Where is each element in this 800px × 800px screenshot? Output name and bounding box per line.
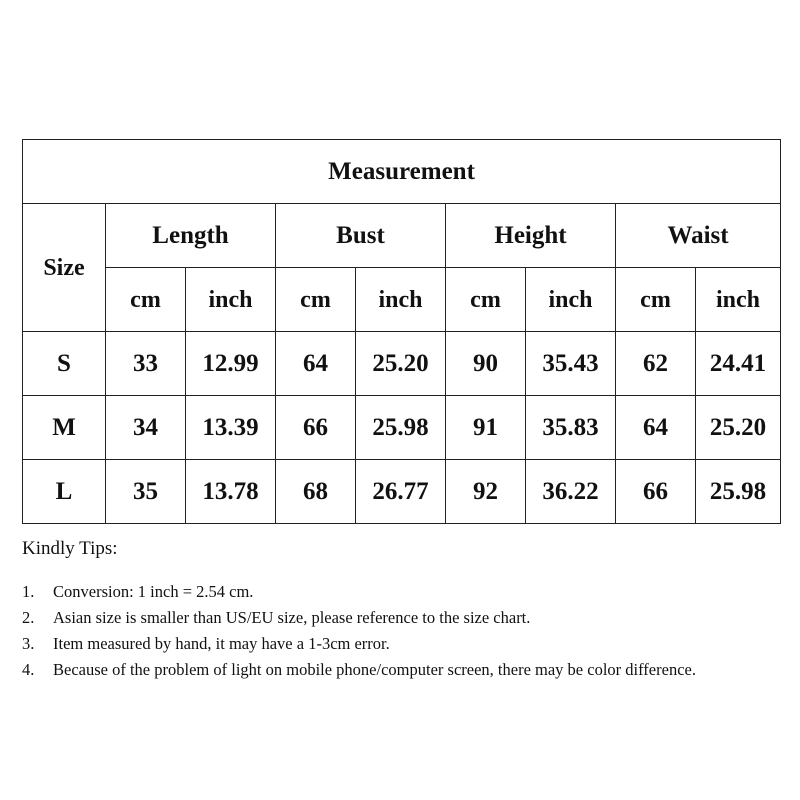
table-cell: 36.22 (526, 460, 616, 524)
size-label: L (23, 460, 106, 524)
unit-header: inch (186, 268, 276, 332)
tips-list (22, 579, 762, 683)
list-item (22, 631, 762, 657)
table-row (23, 332, 781, 396)
size-column-header: Size (23, 204, 106, 332)
table-cell: 66 (276, 396, 356, 460)
list-item (22, 605, 762, 631)
unit-header: inch (356, 268, 446, 332)
table-cell: 35.43 (526, 332, 616, 396)
table-cell: 25.20 (356, 332, 446, 396)
table-title: Measurement (23, 140, 781, 204)
table-title-row (23, 140, 781, 204)
tip-text: Asian size is smaller than US/EU size, please reference to the size chart. (53, 607, 531, 627)
table-row (23, 460, 781, 524)
table-cell: 35 (106, 460, 186, 524)
table-cell: 64 (276, 332, 356, 396)
size-chart-table (22, 139, 781, 524)
table-row (23, 396, 781, 460)
table-cell: 62 (616, 332, 696, 396)
unit-header: cm (106, 268, 186, 332)
group-header-length: Length (106, 204, 276, 268)
size-label: S (23, 332, 106, 396)
unit-header: cm (276, 268, 356, 332)
table-cell: 64 (616, 396, 696, 460)
kindly-tips-section (22, 530, 762, 683)
unit-header: cm (446, 268, 526, 332)
group-header-waist: Waist (616, 204, 781, 268)
table-cell: 25.98 (356, 396, 446, 460)
table-cell: 13.78 (186, 460, 276, 524)
table-cell: 68 (276, 460, 356, 524)
table-cell: 34 (106, 396, 186, 460)
table-cell: 92 (446, 460, 526, 524)
group-header-row (23, 204, 781, 268)
unit-header: inch (526, 268, 616, 332)
group-header-bust: Bust (276, 204, 446, 268)
list-item (22, 657, 762, 683)
table-cell: 33 (106, 332, 186, 396)
tips-title: Kindly Tips: (22, 538, 118, 559)
group-header-height: Height (446, 204, 616, 268)
table-cell: 90 (446, 332, 526, 396)
tip-number: 4. (22, 659, 35, 679)
list-item (22, 579, 762, 605)
table-cell: 12.99 (186, 332, 276, 396)
unit-header: inch (696, 268, 781, 332)
table-cell: 25.20 (696, 396, 781, 460)
tip-number: 2. (22, 607, 35, 627)
table-cell: 13.39 (186, 396, 276, 460)
table-cell: 24.41 (696, 332, 781, 396)
tip-text: Because of the problem of light on mobile phone/computer screen, there may be color difference. (53, 659, 696, 679)
table-cell: 26.77 (356, 460, 446, 524)
table-cell: 35.83 (526, 396, 616, 460)
unit-header-row (23, 268, 781, 332)
table-cell: 66 (616, 460, 696, 524)
table-cell: 91 (446, 396, 526, 460)
table-cell: 25.98 (696, 460, 781, 524)
tip-text: Conversion: 1 inch = 2.54 cm. (53, 581, 254, 601)
tip-number: 1. (22, 581, 35, 601)
unit-header: cm (616, 268, 696, 332)
tip-number: 3. (22, 633, 35, 653)
size-label: M (23, 396, 106, 460)
tip-text: Item measured by hand, it may have a 1-3cm error. (53, 633, 390, 653)
